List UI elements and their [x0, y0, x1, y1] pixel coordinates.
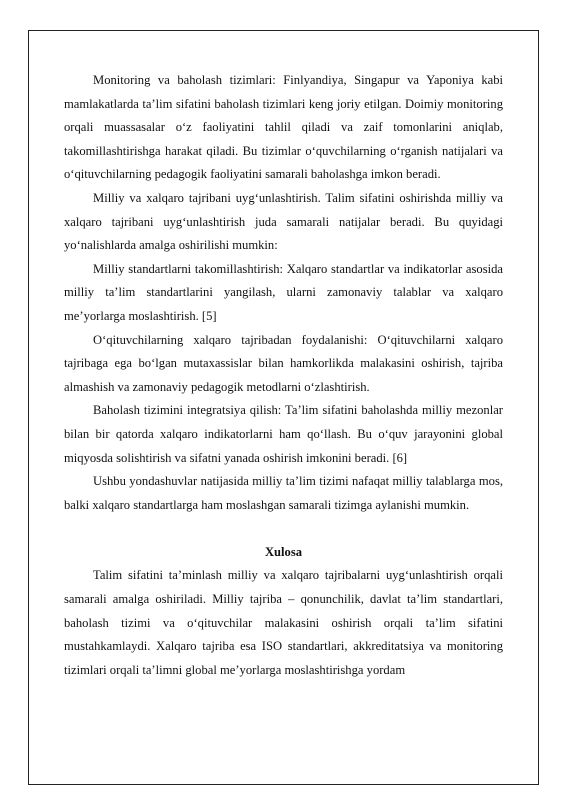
spacer — [64, 517, 503, 541]
section-heading: Xulosa — [264, 544, 303, 559]
document-body — [64, 69, 503, 682]
paragraph: Milliy va xalqaro tajribani uyg‘unlashtirish. Talim sifatini oshirishda milliy va xalqaro tajribani uyg‘unlashtirish juda samarali natijalar beradi. Bu quyidagi yo‘nalishlarda amalga oshirilishi mumkin: — [64, 190, 503, 253]
paragraph: Monitoring va baholash tizimlari: Finlyandiya, Singapur va Yaponiya kabi mamlakatlarda ta’lim sifatini baholash tizimlari keng joriy etilgan. Doimiy monitoring orqali muassasalar o‘z faoliyatini tahlil qiladi va zaif tomonlarini aniqlab, takomillashtirishga harakat qiladi. Bu tizimlar o‘quvchilarning o‘rganish natijalari va o‘qituvchilarning pedagogik faoliyatini samarali baholashga imkon beradi. — [64, 73, 503, 182]
paragraph: O‘qituvchilarning xalqaro tajribadan foydalanishi: O‘qituvchilarni xalqaro tajribaga ega bo‘lgan mutaxassislar bilan hamkorlikda malakasini oshirish, tajriba almashish va zamonaviy pedagogik metodlarni o‘zlashtirish. — [64, 332, 503, 394]
paragraph: Ushbu yondashuvlar natijasida milliy ta’lim tizimi nafaqat milliy talablarga mos, balki xalqaro standartlarga ham moslashgan samarali tizimga aylanishi mumkin. — [64, 474, 503, 512]
paragraph: Talim sifatini ta’minlash milliy va xalqaro tajribalarni uyg‘unlashtirish orqali samarali amalga oshiriladi. Milliy tajriba – qonunchilik, davlat ta’lim standartlari, baholash tizimi va o‘qituvchilar malakasini oshirish orqali ta’lim sifatini mustahkamlaydi. Xalqaro tajriba esa ISO standartlari, akkreditatsiya va monitoring tizimlari orqali ta’limni global me’yorlarga moslashtirishga yordam — [64, 568, 503, 677]
paragraph: Baholash tizimini integratsiya qilish: Ta’lim sifatini baholashda milliy mezonlar bilan bir qatorda xalqaro indikatorlarni ham qo‘llash. Bu o‘quv jarayonini global miqyosda solishtirish va sifatni yanada oshirish imkonini beradi. [6] — [64, 403, 503, 465]
paragraph: Milliy standartlarni takomillashtirish: Xalqaro standartlar va indikatorlar asosida milliy ta’lim standartlarini yangilash, ularni zamonaviy talablar va xalqaro me’yorlarga moslashtirish. [5] — [64, 261, 503, 323]
